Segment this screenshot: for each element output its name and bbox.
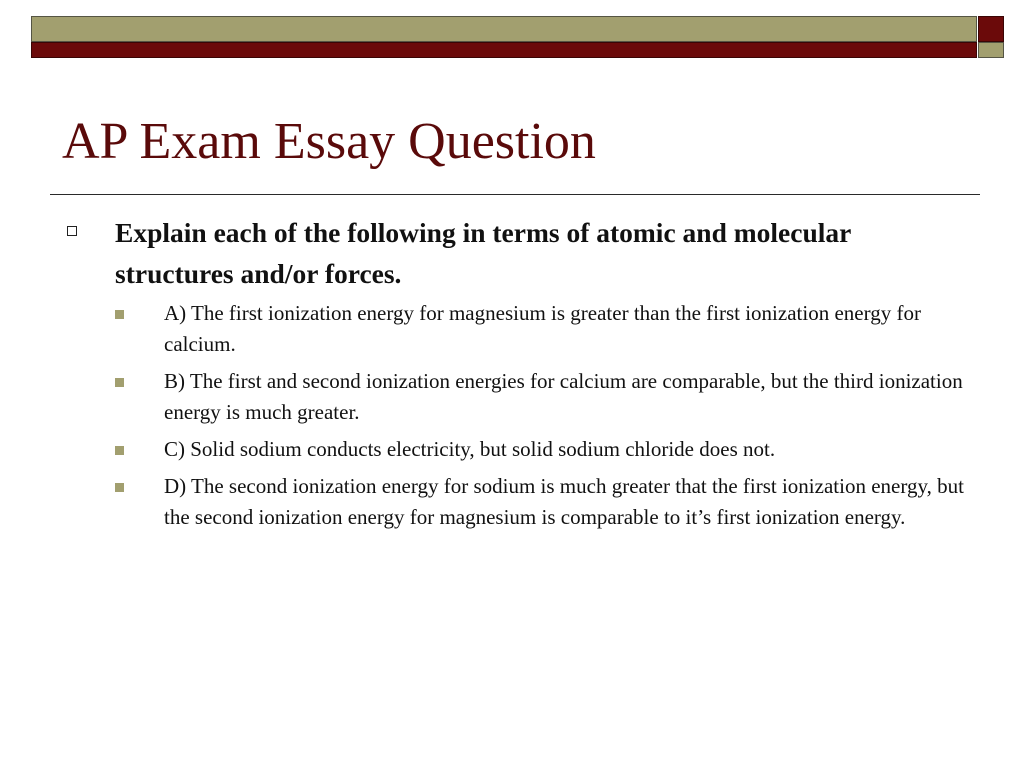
filled-square-bullet-icon [115,483,124,492]
filled-square-bullet-icon [115,310,124,319]
slide-title: AP Exam Essay Question [62,113,596,170]
main-bullet-text: Explain each of the following in terms of atomic and molecular structures and/or forces. [115,217,851,289]
header-square-maroon [978,16,1004,42]
sub-bullet-item [164,366,964,428]
header-square-olive [978,42,1004,58]
sub-bullet-item [164,298,964,360]
sub-bullet-text: D) The second ionization energy for sodium is much greater that the first ionization energy, but the second ionization energy for magnesium is comparable to it’s first ionization energy. [164,474,964,529]
slide-content [0,212,1024,539]
filled-square-bullet-icon [115,378,124,387]
main-bullet-item [115,212,905,294]
sub-bullet-list [0,298,1024,533]
sub-bullet-text: B) The first and second ionization energies for calcium are comparable, but the third ionization energy is much greater. [164,369,963,424]
sub-bullet-text: A) The first ionization energy for magnesium is greater than the first ionization energy for calcium. [164,301,921,356]
header-bar-maroon [31,42,977,58]
header-bar-olive [31,16,977,42]
sub-bullet-item [164,471,964,533]
sub-bullet-text: C) Solid sodium conducts electricity, but solid sodium chloride does not. [164,437,776,461]
sub-bullet-item [164,434,964,465]
hollow-square-bullet-icon [67,226,77,236]
filled-square-bullet-icon [115,446,124,455]
title-divider [50,194,980,195]
